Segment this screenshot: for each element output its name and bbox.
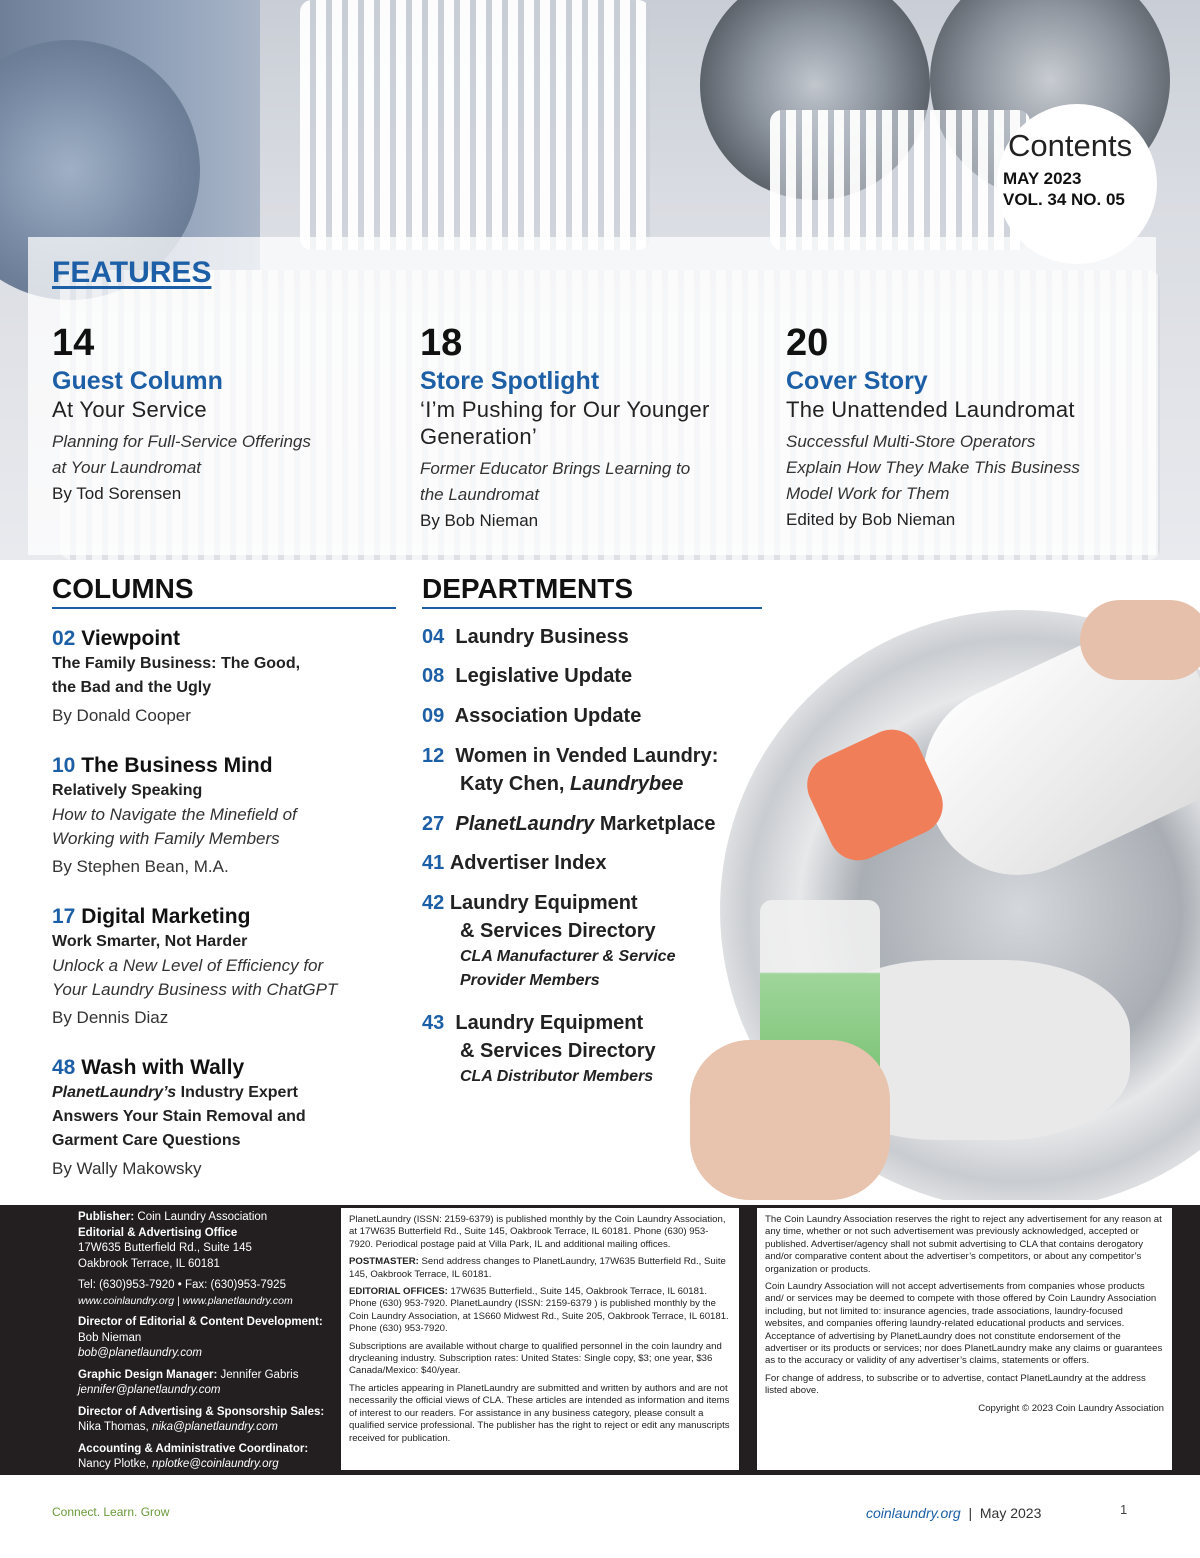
column-subtitle: Relatively Speaking — [52, 782, 203, 799]
contents-title: Contents — [1008, 128, 1133, 163]
design-email: jennifer@planetlaundry.com — [78, 1384, 221, 1396]
department-subtitle: CLA Manufacturer & Service Provider Members — [460, 948, 676, 989]
departments-rule — [422, 607, 762, 609]
feature-category: Store Spotlight — [420, 367, 600, 395]
feature-title: The Unattended Laundromat — [786, 397, 1075, 422]
column-item[interactable] — [52, 904, 397, 1030]
department-item[interactable]: 41 Advertiser Index — [422, 852, 607, 874]
feature-title: At Your Service — [52, 397, 207, 422]
issue-volume: VOL. 34 NO. 05 — [1003, 190, 1125, 209]
department-item[interactable]: 04 Laundry Business — [422, 626, 629, 648]
copyright: Copyright © 2023 Coin Laundry Association — [978, 1402, 1164, 1414]
laundry-basket — [300, 0, 650, 250]
feature-category: Guest Column — [52, 367, 223, 395]
masthead-staff: Publisher: Coin Laundry Association Editorial & Advertising Office 17W635 Butterfield Rd., Suite 145 Oakbrook Terrace, IL 60181 Tel: (630)953-7920 • Fax: (630)953-7925 www.coinlaundry.org | www.planetlaundry.com Director of Editorial & Content Development: Bob Nieman bob@planetlaundry.com Graphic Design Manager: Jennifer Gabris jennifer@planetlaundry.com Director of Advertising & Sponsorship Sales: Nika Thomas, nika@planetlaundry.com Accounting & Administrative Coordinator: Nancy Plotke, nplotke@coinlaundry.org — [78, 1210, 338, 1473]
department-item[interactable]: 43 Laundry Equipment & Services Directory CLA Distributor Members — [422, 1009, 782, 1089]
column-description: Unlock a New Level of Efficiency for Your Laundry Business with ChatGPT — [52, 956, 338, 999]
department-item[interactable]: 12 Women in Vended Laundry: Katy Chen, Laundrybee — [422, 745, 719, 795]
site-link[interactable]: coinlaundry.org — [866, 1505, 961, 1521]
column-byline: By Donald Cooper — [52, 706, 191, 725]
advertising-policy: The Coin Laundry Association reserves the right to reject any advertisement for any reason at any time, whether or not such advertisement was previously acknowledged, accepted or published. Advertiser/agency shall not submit advertising to CLA that contains derogatory and/or comparative content about the advertiser’s competitors, or about any competitor’s organization or products. Coin Laundry Association will not accept advertisements from companies whose products and/ or services may be deemed to compete with those offered by Coin Laundry Association including, but not limited to: insurance agencies, trade associations, laundry-focused websites, and companies offering laundry-related educational products and services. Acceptance of advertising by PlanetLaundry does not constitute endorsement of the advertiser or its products or services; nor does PlanetLaundry make any claims or guarantees as to the accuracy or validity of any advertiser’s claims, statements or offers. For change of address, to subscribe or to advertise, contact PlanetLaundry at the address listed above. Copyright © 2023 Coin Laundry Association — [757, 1208, 1172, 1470]
column-title: 48 Wash with Wally — [52, 1056, 245, 1079]
feature-item[interactable] — [786, 322, 1136, 533]
page-number: 1 — [1120, 1502, 1128, 1517]
department-item[interactable]: 09 Association Update — [422, 705, 642, 727]
column-title: 17 Digital Marketing — [52, 905, 251, 928]
column-subtitle: PlanetLaundry’s Industry Expert Answers Your Stain Removal and Garment Care Questions — [52, 1084, 306, 1149]
editorial-email: bob@planetlaundry.com — [78, 1347, 202, 1359]
column-item[interactable] — [52, 626, 397, 728]
column-byline: By Dennis Diaz — [52, 1008, 169, 1027]
feature-byline: By Tod Sorensen — [52, 484, 182, 503]
columns-rule — [52, 607, 396, 609]
feature-page-number: 14 — [52, 322, 95, 364]
column-subtitle: Work Smarter, Not Harder — [52, 933, 248, 950]
column-description: How to Navigate the Minefield of Working with Family Members — [52, 805, 297, 848]
column-item[interactable] — [52, 1055, 397, 1181]
department-subtitle: CLA Distributor Members — [460, 1068, 654, 1085]
department-item[interactable]: 42 Laundry Equipment & Services Directory CLA Manufacturer & Service Provider Members — [422, 889, 782, 993]
feature-byline: Edited by Bob Nieman — [786, 510, 956, 529]
column-item[interactable] — [52, 753, 397, 879]
footer-site-date: coinlaundry.org | May 2023 — [866, 1505, 1042, 1521]
laundry-basket-2 — [770, 110, 1030, 250]
feature-page-number: 20 — [786, 322, 829, 364]
columns-heading: COLUMNS — [52, 573, 194, 604]
publication-notice: PlanetLaundry (ISSN: 2159-6379) is published monthly by the Coin Laundry Association, at 17W635 Butterfield Rd., Suite 145, Oakbrook Terrace, IL 60181. Phone (630) 953-7920. Periodical postage paid at Villa Park, IL and additional mailing offices. POSTMASTER: Send address changes to PlanetLaundry, 17W635 Butterfield Rd., Suite 145, Oakbrook Terrace, IL 60181. EDITORIAL OFFICES: 17W635 Butterfield., Suite 145, Oakbrook Terrace, IL 60181. Phone (630) 953-7920. PlanetLaundry (ISSN: 2159-6379 ) is published monthly by the Coin Laundry Association, at 1S660 Midwest Rd., Suite 205, Oakbrook Terrace, IL 60181. Phone (630) 953-7920. Subscriptions are available without charge to qualified personnel in the coin laundry and drycleaning industry. Subscription rates: United States: Single copy, $3; one year, $36 Canada/Mexico: $40/year. The articles appearing in PlanetLaundry are submitted and written by authors and are not necessarily the official views of CLA. These articles are intended as information and items of interest to our readers. For assistance in any business category, please consult a qualified service professional. The publisher has the right to reject or edit any manuscripts received for publication. — [341, 1208, 739, 1470]
feature-description: Successful Multi-Store Operators Explain How They Make This Business Model Work for Them — [786, 432, 1080, 503]
tagline: Connect. Learn. Grow — [52, 1505, 170, 1519]
feature-description: Former Educator Brings Learning to the Laundromat — [420, 459, 691, 504]
features-heading: FEATURES — [52, 256, 212, 289]
column-title: 10 The Business Mind — [52, 754, 273, 777]
feature-item[interactable] — [420, 322, 760, 534]
departments-heading: DEPARTMENTS — [422, 573, 634, 604]
feature-category: Cover Story — [786, 367, 928, 395]
hand-top — [1080, 600, 1200, 680]
feature-title: ‘I’m Pushing for Our Younger Generation’ — [420, 397, 710, 449]
column-subtitle: The Family Business: The Good, the Bad and the Ugly — [52, 655, 301, 696]
column-title: 02 Viewpoint — [52, 627, 180, 650]
feature-byline: By Bob Nieman — [420, 511, 539, 530]
feature-item[interactable] — [52, 322, 402, 507]
column-byline: By Stephen Bean, M.A. — [52, 857, 229, 876]
feature-description: Planning for Full-Service Offerings at Your Laundromat — [52, 432, 311, 477]
feature-page-number: 18 — [420, 322, 463, 364]
masthead-websites: www.coinlaundry.org | www.planetlaundry.com — [78, 1294, 293, 1307]
department-item[interactable]: 08 Legislative Update — [422, 665, 633, 687]
column-byline: By Wally Makowsky — [52, 1159, 202, 1178]
issue-date: MAY 2023 — [1003, 169, 1082, 188]
department-item[interactable]: 27 PlanetLaundry Marketplace — [422, 813, 716, 835]
